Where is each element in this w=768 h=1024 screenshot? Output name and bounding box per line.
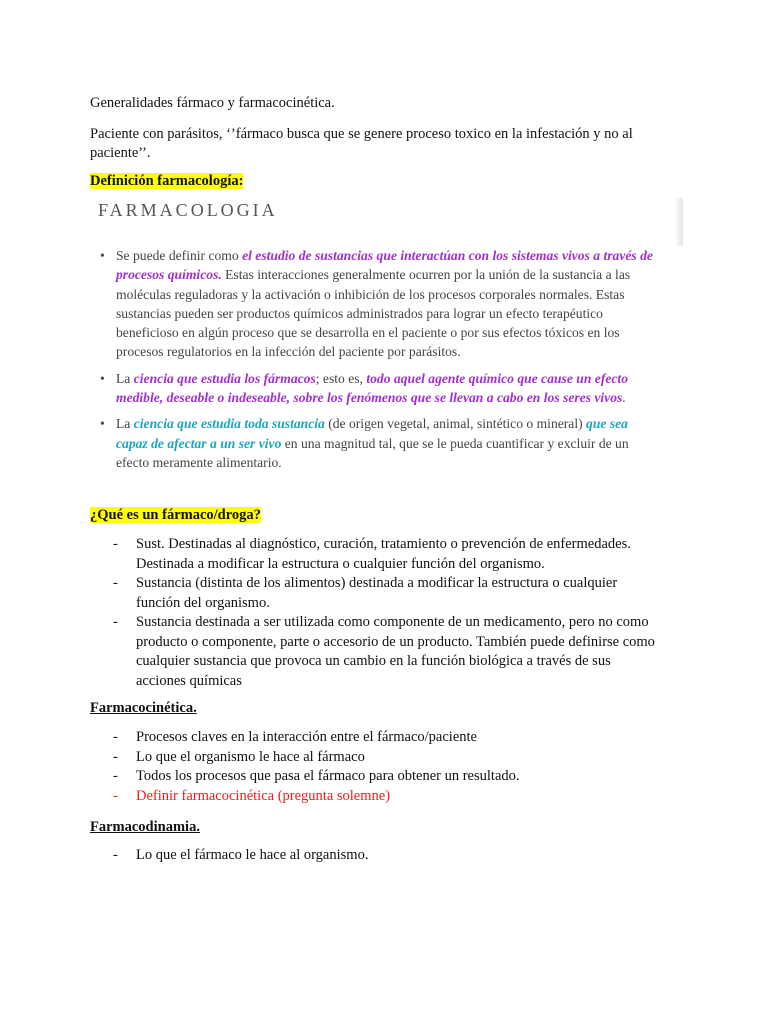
definicion-heading bbox=[90, 172, 243, 191]
item-text: La bbox=[116, 416, 134, 432]
bullet-icon: • bbox=[100, 248, 105, 263]
list-line: Sustancia (distinta de los alimentos) destinada a modificar la estructura o cualquier bbox=[136, 575, 618, 591]
farmacodinamia-heading bbox=[90, 818, 200, 837]
emphasis-text: ciencia que estudia toda sustancia bbox=[133, 416, 325, 432]
item-text: (de origen vegetal, animal, sintético o mineral) bbox=[324, 416, 587, 432]
intro-line-2: paciente’’. bbox=[90, 145, 151, 161]
figure-bullet-item bbox=[98, 369, 658, 408]
item-text: ; esto es, bbox=[315, 370, 367, 386]
figure-bullet-item bbox=[98, 414, 658, 472]
dash-marker: - bbox=[113, 847, 118, 863]
list-line: Sust. Destinadas al diagnóstico, curación, tratamiento o prevención de enfermedades. bbox=[136, 536, 631, 552]
list-item bbox=[113, 535, 693, 574]
intro-line-1: Paciente con parásitos, ‘’fármaco busca que se genere proceso toxico en la infestación y no al bbox=[90, 126, 633, 142]
doc-title: Generalidades fármaco y farmacocinética. bbox=[90, 95, 335, 111]
list-item-highlighted bbox=[113, 787, 693, 807]
list-line: Todos los procesos que pasa el fármaco para obtener un resultado. bbox=[136, 768, 520, 784]
item-text: en una magnitud tal, que se le pueda cuantificar y excluir de un efecto meramente alimentario. bbox=[116, 435, 629, 470]
item-text: . bbox=[622, 390, 626, 406]
list-line: acciones químicas bbox=[136, 672, 242, 689]
dash-marker: - bbox=[113, 729, 118, 745]
bullet-icon: • bbox=[100, 370, 105, 386]
item-text: La bbox=[116, 370, 134, 386]
list-item bbox=[113, 767, 693, 787]
dash-marker: - bbox=[113, 614, 118, 630]
item-text: Estas interacciones generalmente ocurren por la unión de la sustancia a las moléculas reguladoras y la activación o inhibición de los procesos corporales normales. Estas sustancias pueden ser productos químicos administrados para lograr un efecto terapéutico beneficioso en algún proceso que se desarrolla en el paciente o por sus efectos tóxicos en los procesos regulatorios en la infección del paciente por parásitos. bbox=[116, 267, 631, 360]
list-item bbox=[113, 728, 693, 748]
list-line: Sustancia destinada a ser utilizada como componente de un medicamento, pero no como bbox=[136, 614, 649, 630]
dash-marker: - bbox=[113, 748, 118, 765]
list-item bbox=[113, 574, 693, 613]
farmaco-list bbox=[113, 535, 693, 691]
figure-bullet-list bbox=[98, 246, 658, 479]
farmaco-heading bbox=[90, 506, 261, 525]
list-line: Lo que el fármaco le hace al organismo. bbox=[136, 847, 369, 863]
underlined-heading: Farmacodinamia. bbox=[90, 819, 200, 835]
farmacocinetica-heading bbox=[90, 699, 197, 718]
emphasis-text: que sea capaz de afectar a un ser vivo bbox=[116, 416, 628, 451]
farmacodinamia-list bbox=[113, 846, 693, 866]
dash-marker: - bbox=[113, 536, 118, 552]
farmacologia-figure bbox=[88, 192, 683, 492]
list-line: función del organismo. bbox=[136, 594, 270, 611]
highlighted-heading: ¿Qué es un fármaco/droga? bbox=[90, 507, 261, 523]
list-line: Definir farmacocinética (pregunta solemne) bbox=[136, 787, 391, 804]
list-item bbox=[113, 748, 693, 768]
list-line: Destinada a modificar la estructura o cualquier función del organismo. bbox=[136, 555, 545, 572]
highlighted-heading: Definición farmacología: bbox=[90, 173, 244, 189]
item-text: Se puede definir como bbox=[116, 248, 243, 263]
list-line: Procesos claves en la interacción entre el fármaco/paciente bbox=[136, 729, 477, 745]
farmacocinetica-list bbox=[113, 728, 693, 806]
emphasis-text: el estudio de sustancias que interactúan con los sistemas vivos a través de procesos químicos. bbox=[116, 248, 653, 283]
figure-bullet-item bbox=[98, 246, 658, 362]
list-line: Lo que el organismo le hace al fármaco bbox=[136, 748, 365, 765]
dash-marker: - bbox=[113, 787, 118, 804]
scan-edge bbox=[675, 198, 683, 246]
emphasis-text: todo aquel agente químico que cause un efecto medible, deseable o indeseable, sobre los fenómenos que se llevan a cabo en los seres vivos bbox=[116, 370, 629, 406]
list-item bbox=[113, 613, 693, 691]
list-line: cualquier sustancia que provoca un cambio en la función biológica a través de sus bbox=[136, 653, 611, 669]
dash-marker: - bbox=[113, 768, 118, 784]
emphasis-text: ciencia que estudia los fármacos bbox=[133, 370, 316, 386]
list-item bbox=[113, 846, 693, 866]
bullet-icon: • bbox=[100, 416, 105, 432]
figure-title: FARMACOLOGIA bbox=[98, 200, 278, 220]
list-line: producto o componente, parte o accesorio de un producto. También puede definirse como bbox=[136, 633, 655, 650]
dash-marker: - bbox=[113, 575, 118, 591]
underlined-heading: Farmacocinética. bbox=[90, 700, 197, 716]
